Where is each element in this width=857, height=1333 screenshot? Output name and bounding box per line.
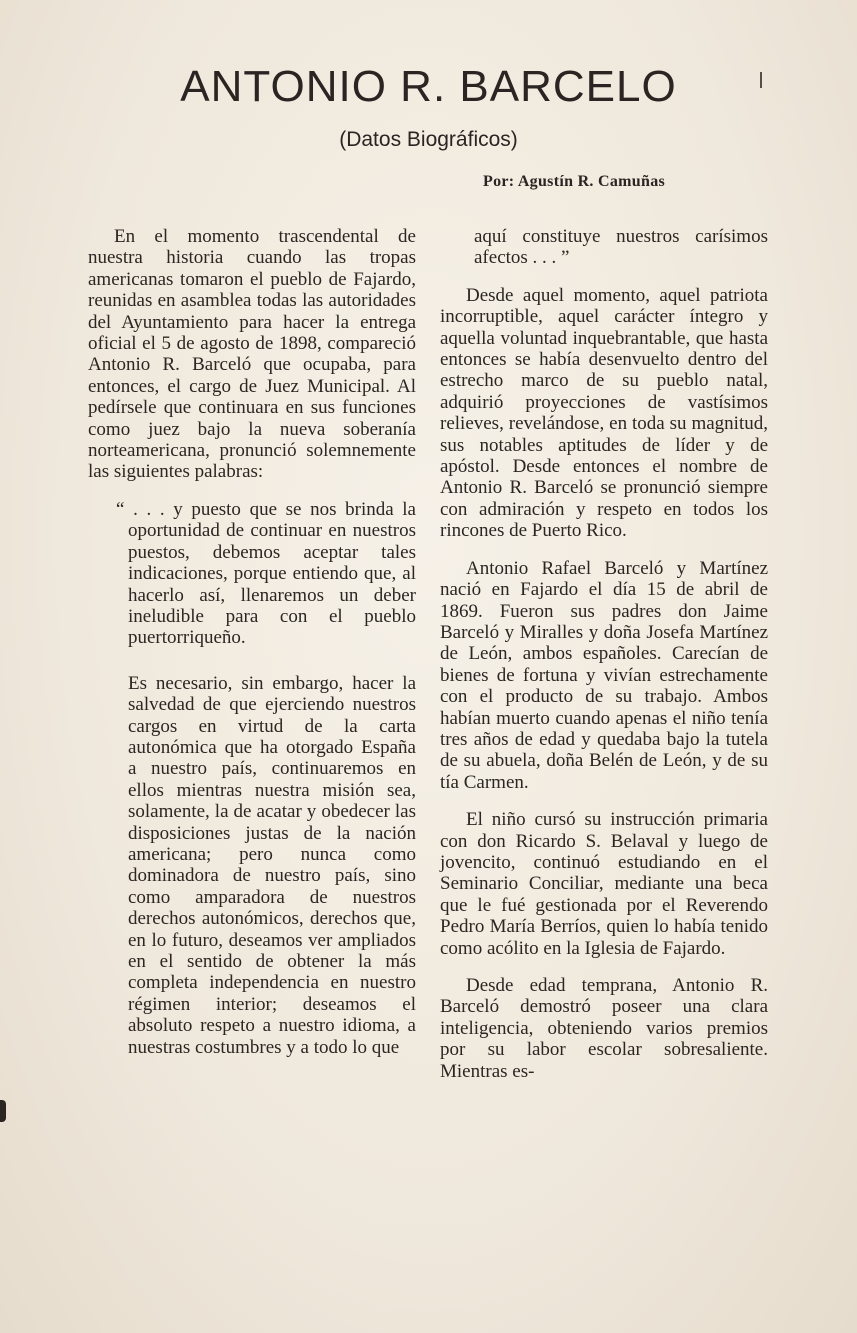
paragraph-inteligencia: Desde edad temprana, Antonio R. Barceló demostró poseer una clara inteligencia, obteniendo varios premios por su labor escolar sobresaliente. Mientras es- (440, 975, 768, 1082)
article-byline: Por: Agustín R. Camuñas (483, 173, 666, 190)
quote-ending: aquí constituye nuestros carísimos afectos . . . ” (474, 226, 768, 269)
quote-paragraph-2: Es necesario, sin embargo, hacer la salvedad de que ejerciendo nuestros cargos en virtud de la carta autonómica que ha otorgado España a nuestro país, continuaremos en ellos mientras nuestra misión sea, solamente, la de acatar y obedecer las disposiciones justas de la nación americana; pero nunca como dominadora de nuestro país, sino como amparadora de nuestros derechos autonómicos, derechos que, en lo futuro, deseamos ver ampliados en el sentido de obtener la más completa independencia en nuestro régimen interior; deseamos el absoluto respeto a nuestro idioma, a nuestras costumbres y a todo lo que (128, 672, 416, 1058)
article-subtitle: (Datos Biográficos) (339, 128, 518, 151)
paragraph-intro: En el momento trascendental de nuestra historia cuando las tropas americanas tomaron el pueblo de Fajardo, reunidas en asamblea todas las autoridades del Ayuntamiento para hacer la entrega oficial el 5 de agosto de 1898, compareció Antonio R. Barceló que ocupaba, para entonces, el cargo de Juez Municipal. Al pedírsele que continuara en sus funciones como juez bajo la nueva soberanía norteamericana, pronunció solemnemente las siguientes palabras: (88, 226, 416, 483)
binding-mark (0, 1100, 6, 1122)
quote-paragraph-1: “ . . . y puesto que se nos brinda la oportunidad de continuar en nuestros puestos, debemos aceptar tales indicaciones, porque entiendo que, al hacerlo así, llenaremos un deber ineludible para con el pueblo puertorriqueño. (116, 498, 416, 649)
paragraph-instruccion: El niño cursó su instrucción primaria con don Ricardo S. Belaval y luego de jovencito, continuó estudiando en el Seminario Conciliar, mediante una beca que le fué gestionada por el Reverendo Pedro María Berríos, quien lo había tenido como acólito en la Iglesia de Fajardo. (440, 809, 768, 959)
paragraph-patriota: Desde aquel momento, aquel patriota incorruptible, aquel carácter íntegro y aquella voluntad inquebrantable, que hasta entonces se había desenvuelto dentro del estrecho marco de su pueblo natal, adquirió proyecciones de vastísimos relieves, revelándose, en toda su magnitud, sus notables aptitudes de líder y de apóstol. Desde entonces el nombre de Antonio R. Barceló se pronunció siempre con admiración y respeto en todos los rincones de Puerto Rico. (440, 284, 768, 542)
paragraph-nacimiento: Antonio Rafael Barceló y Martínez nació en Fajardo el día 15 de abril de 1869. Fueron sus padres don Jaime Barceló y Miralles y doña Josefa Martínez de León, ambos españoles. Carecían de bienes de fortuna y vivían estrechamente con el producto de su trabajo. Ambos habían muerto cuando apenas el niño tenía tres años de edad y quedaba bajo la tutela de su abuela, doña Belén de León, y de su tía Carmen. (440, 557, 768, 793)
right-column (440, 226, 768, 1098)
left-column (88, 226, 416, 1074)
article-title: ANTONIO R. BARCELO (180, 62, 677, 111)
